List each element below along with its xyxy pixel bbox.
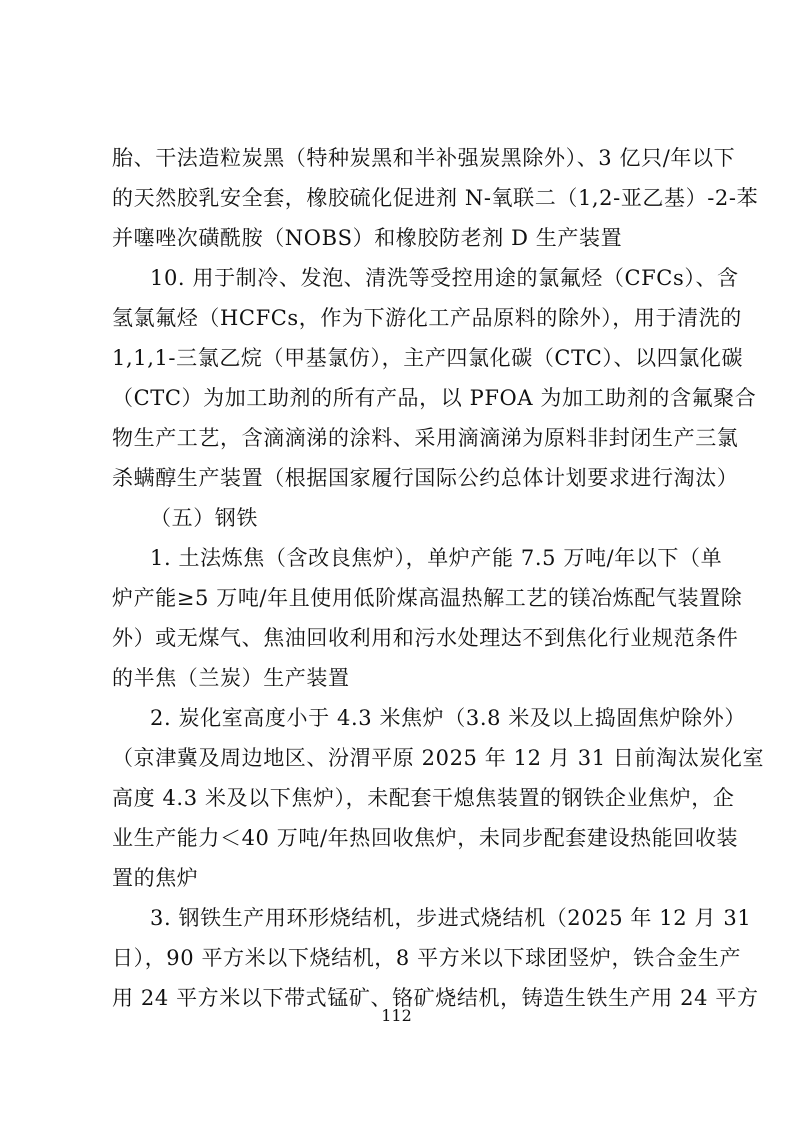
body-text-line: 外）或无煤气、焦油回收利用和污水处理达不到焦化行业规范条件 (112, 626, 739, 650)
body-text-line: 的半焦（兰炭）生产装置 (112, 666, 350, 690)
body-text-line: 物生产工艺，含滴滴涕的涂料、采用滴滴涕为原料非封闭生产三氯 (112, 426, 739, 450)
body-text-line: 氢氯氟烃（HCFCs，作为下游化工产品原料的除外），用于清洗的 (112, 306, 742, 330)
body-text-line: 置的焦炉 (112, 866, 199, 890)
body-text-line: 的天然胶乳安全套，橡胶硫化促进剂 N-氧联二（1,2-亚乙基）-2-苯 (112, 186, 759, 210)
body-text-line: 并噻唑次磺酰胺（NOBS）和橡胶防老剂 D 生产装置 (112, 226, 623, 250)
item-2-heading-line: 2. 炭化室高度小于 4.3 米焦炉（3.8 米及以上捣固焦炉除外） (150, 706, 746, 730)
body-text-line: 日），90 平方米以下烧结机，8 平方米以下球团竖炉，铁合金生产 (112, 946, 742, 970)
section-heading-steel: （五）钢铁 (150, 506, 258, 530)
body-text-line: （CTC）为加工助剂的所有产品，以 PFOA 为加工助剂的含氟聚合 (112, 386, 757, 410)
page-number: 112 (381, 1006, 412, 1025)
body-text-line: 胎、干法造粒炭黑（特种炭黑和半补强炭黑除外）、3 亿只/年以下 (112, 146, 736, 170)
body-text-line: 1,1,1-三氯乙烷（甲基氯仿），主产四氯化碳（CTC）、以四氯化碳 (112, 346, 744, 370)
body-text-line: 杀螨醇生产装置（根据国家履行国际公约总体计划要求进行淘汰） (112, 466, 739, 490)
body-text-line: 用 24 平方米以下带式锰矿、铬矿烧结机，铸造生铁生产用 24 平方 (112, 986, 759, 1010)
item-10-heading-line: 10. 用于制冷、发泡、清洗等受控用途的氯氟烃（CFCs）、含 (150, 266, 739, 290)
body-text-line: 炉产能≥5 万吨/年且使用低阶煤高温热解工艺的镁冶炼配气装置除 (112, 586, 743, 610)
body-text-line: 业生产能力＜40 万吨/年热回收焦炉，未同步配套建设热能回收装 (112, 826, 739, 850)
item-3-heading-line: 3. 钢铁生产用环形烧结机，步进式烧结机（2025 年 12 月 31 (150, 906, 752, 930)
item-1-heading-line: 1. 土法炼焦（含改良焦炉），单炉产能 7.5 万吨/年以下（单 (150, 546, 723, 570)
body-text-line: 高度 4.3 米及以下焦炉），未配套干熄焦装置的钢铁企业焦炉，企 (112, 786, 735, 810)
body-text-line: （京津冀及周边地区、汾渭平原 2025 年 12 月 31 日前淘汰炭化室 (112, 746, 765, 770)
